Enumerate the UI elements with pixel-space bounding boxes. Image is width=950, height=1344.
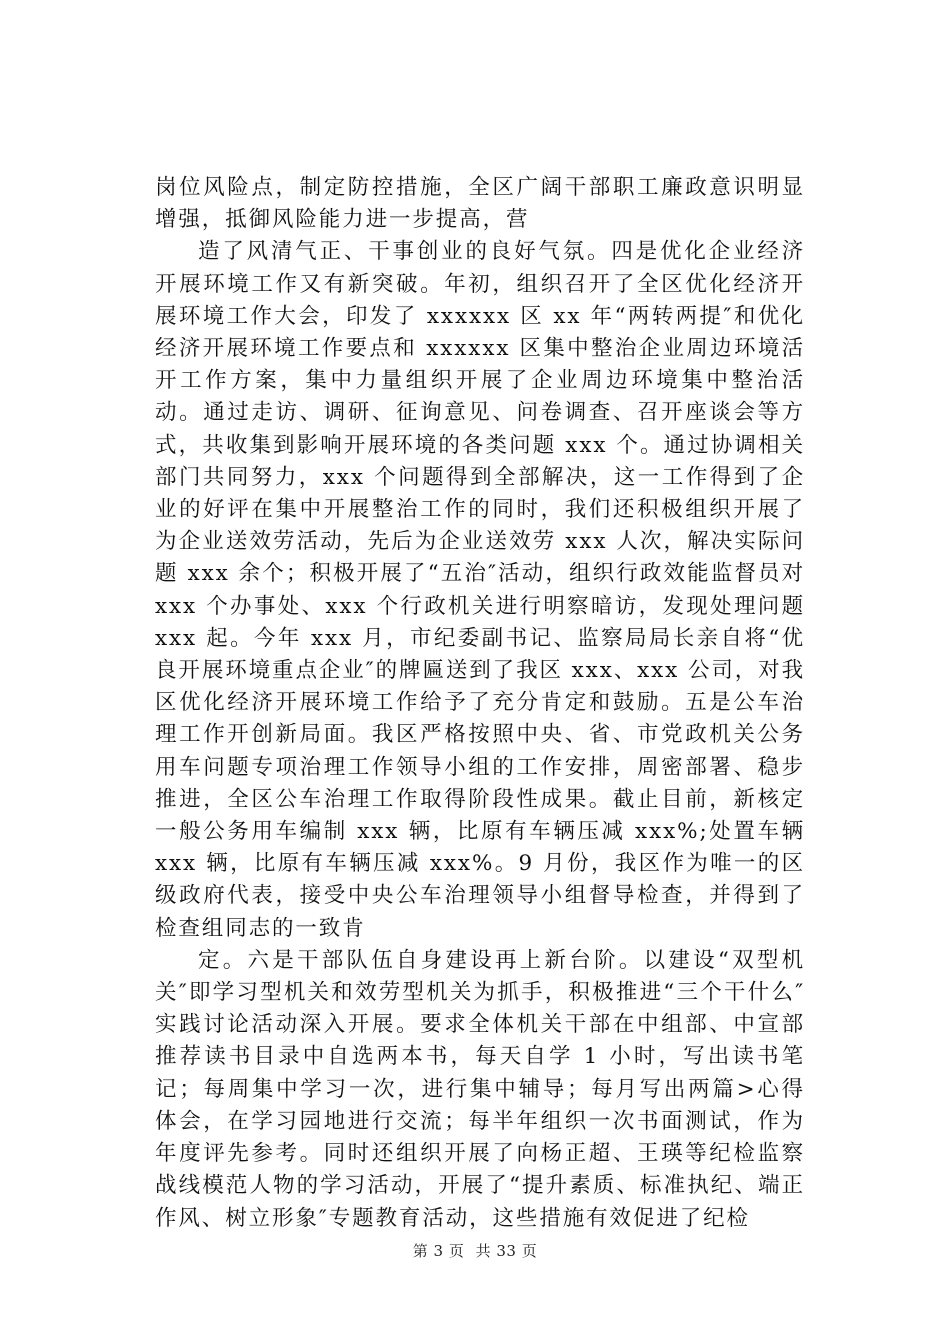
page-number-total: 共 33 页 xyxy=(475,1242,538,1260)
paragraph-2: 造了风清气正、干事创业的良好气氛。四是优化企业经济开展环境工作又有新突破。年初，组织召开了全区优化经济开展环境工作大会，印发了 xxxxxx 区 xx 年“两转两提″和优化经济开展环境工作要点和 xxxxxx 区集中整治企业周边环境活开工作方案，集中力量组织开展了企业周边环境集中整治活动。通过走访、调研、征询意见、问卷调查、召开座谈会等方式，共收集到影响开展环境的各类问题 xxx 个。通过协调相关部门共同努力，xxx 个问题得到全部解决，这一工作得到了企业的好评在集中开展整治工作的同时，我们还积极组织开展了为企业送效劳活动，先后为企业送效劳 xxx 人次，解决实际问题 xxx 余个；积极开展了“五治″活动，组织行政效能监督员对 xxx 个办事处、xxx 个行政机关进行明察暗访，发现处理问题 xxx 起。今年 xxx 月，市纪委副书记、监察局局长亲自将“优良开展环境重点企业″的牌匾送到了我区 xxx、xxx 公司，对我区优化经济开展环境工作给予了充分肯定和鼓励。五是公车治理工作开创新局面。我区严格按照中央、省、市党政机关公务用车问题专项治理工作领导小组的工作安排，周密部署、稳步推进，全区公车治理工作取得阶段性成果。截止目前，新核定一般公务用车编制 xxx 辆，比原有车辆压减 xxx%;处置车辆 xxx 辆，比原有车辆压减 xxx%。9 月份，我区作为唯一的区级政府代表，接受中央公车治理领导小组督导检查，并得到了检查组同志的一致肯 xyxy=(155,239,805,941)
page-footer xyxy=(0,1240,950,1261)
document-body xyxy=(155,172,805,1235)
paragraph-1: 岗位风险点，制定防控措施，全区广阔干部职工廉政意识明显增强，抵御风险能力进一步提高，营 xyxy=(155,175,805,233)
paragraph-3: 定。六是干部队伍自身建设再上新台阶。以建设“双型机关″即学习型机关和效劳型机关为抓手，积极推进“三个干什么″实践讨论活动深入开展。要求全体机关干部在中组部、中宣部推荐读书目录中自选两本书，每天自学 1 小时，写出读书笔记；每周集中学习一次，进行集中辅导；每月写出两篇>心得体会，在学习园地进行交流；每半年组织一次书面测试，作为年度评先参考。同时还组织开展了向杨正超、王瑛等纪检监察战线模范人物的学习活动，开展了“提升素质、标准执纪、端正作风、树立形象″专题教育活动，这些措施有效促进了纪检 xyxy=(155,947,805,1231)
page-number-current: 第 3 页 xyxy=(412,1242,465,1260)
